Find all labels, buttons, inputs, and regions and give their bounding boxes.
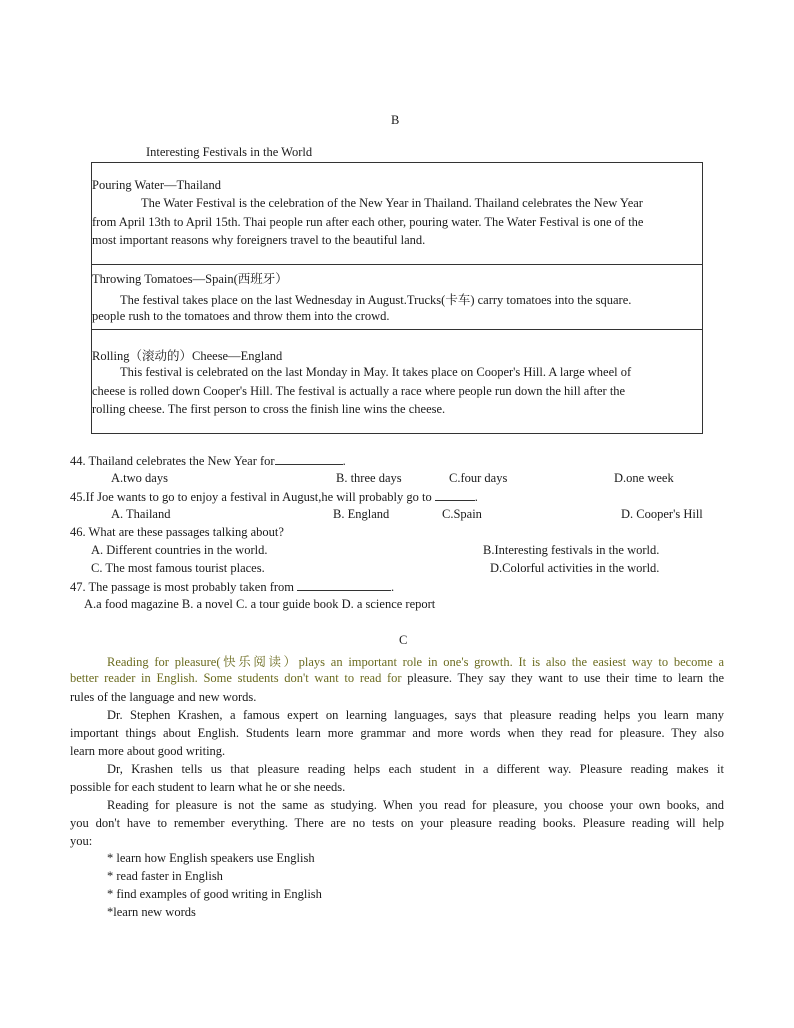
table-title: Interesting Festivals in the World	[146, 145, 313, 159]
festival-text-line: most important reasons why foreigners travel to the beautiful land.	[92, 233, 426, 247]
option-b: B.Interesting festivals in the world.	[483, 543, 660, 557]
paragraph-3-line: possible for each student to learn what he or she needs.	[70, 780, 346, 794]
festival-text-line: The Water Festival is the celebration of the New Year in Thailand. Thailand celebrates the New Year	[141, 196, 643, 210]
option-a: A. Different countries in the world.	[91, 543, 268, 557]
question-end: .	[474, 490, 478, 504]
option-c: C. The most famous tourist places.	[91, 561, 265, 575]
festival-title: Throwing Tomatoes—Spain(西班牙）	[92, 272, 288, 286]
question-stem: 47. The passage is most probably taken from	[70, 580, 295, 594]
bullet-item: * learn how English speakers use English	[107, 851, 315, 865]
option-b: B. three days	[336, 471, 402, 485]
option-d: D.Colorful activities in the world.	[490, 561, 660, 575]
bullet-item: *learn new words	[107, 905, 196, 919]
question-44	[70, 453, 346, 469]
options-line: A.a food magazine B. a novel C. a tour guide book D. a science report	[84, 597, 436, 611]
question-46: 46. What are these passages talking about?	[70, 525, 284, 539]
festival-text-line: cheese is rolled down Cooper's Hill. The festival is actually a race where people run down the hill after the	[92, 384, 626, 398]
question-stem: 45.If Joe wants to go to enjoy a festival in August,he will probably go to	[70, 490, 432, 504]
option-c: C.Spain	[442, 507, 482, 521]
festival-row	[92, 264, 702, 330]
answer-blank[interactable]	[275, 453, 343, 465]
festival-text-line: This festival is celebrated on the last Monday in May. It takes place on Cooper's Hill. A large wheel of	[120, 365, 632, 379]
paragraph-2-line: important things about English. Students learn more grammar and more words when they read for pleasure. They also	[70, 726, 724, 740]
paragraph-4-line: Reading for pleasure is not the same as studying. When you read for pleasure, you choose your own books, and	[107, 798, 724, 812]
answer-blank[interactable]	[435, 489, 475, 501]
festival-text-line: rolling cheese. The first person to cross the finish line wins the cheese.	[92, 402, 446, 416]
festival-text-line: The festival takes place on the last Wednesday in August.Trucks(卡车) carry tomatoes into the square.	[120, 293, 632, 307]
question-47	[70, 579, 394, 595]
festivals-table	[91, 162, 703, 434]
option-d: D. Cooper's Hill	[621, 507, 703, 521]
plain-text: pleasure. They say they want to use their time to learn the	[401, 671, 724, 685]
paragraph-1-line	[70, 671, 724, 686]
question-end: .	[342, 454, 346, 468]
option-a: A.two days	[111, 471, 168, 485]
paragraph-4-line: you don't have to remember everything. There are no tests on your pleasure reading books. Pleasure reading will help	[70, 816, 724, 830]
bullet-item: * find examples of good writing in English	[107, 887, 322, 901]
option-a: A. Thailand	[111, 507, 171, 521]
festival-text-line: people rush to the tomatoes and throw them into the crowd.	[92, 309, 390, 323]
option-d: D.one week	[614, 471, 674, 485]
festival-row	[92, 329, 702, 434]
paragraph-3-line: Dr, Krashen tells us that pleasure reading helps each student in a different way. Pleasure reading makes it	[107, 762, 724, 776]
question-end: .	[391, 580, 395, 594]
option-b: B. England	[333, 507, 390, 521]
festival-title: Pouring Water—Thailand	[92, 178, 221, 192]
festival-text-line: from April 13th to April 15th. Thai people run after each other, pouring water. The Water Festival is one of the	[92, 215, 644, 229]
section-c-heading: C	[399, 633, 408, 647]
question-45	[70, 489, 478, 505]
festival-title: Rolling（滚动的）Cheese—England	[92, 349, 283, 363]
question-stem: 44. Thailand celebrates the New Year for	[70, 454, 275, 468]
paragraph-1-line: rules of the language and new words.	[70, 690, 257, 704]
paragraph-2-line: Dr. Stephen Krashen, a famous expert on learning languages, says that pleasure reading helps you learn many	[107, 708, 724, 722]
answer-blank[interactable]	[297, 579, 391, 591]
paragraph-4-line: you:	[70, 834, 93, 848]
olive-text: better reader in English. Some students don't want to read for	[70, 671, 402, 685]
section-b-heading: B	[391, 113, 400, 127]
festival-row	[92, 163, 702, 264]
paragraph-1-line: Reading for pleasure(快乐阅读）plays an important role in one's growth. It is also the easiest way to become a	[107, 655, 724, 669]
paragraph-2-line: learn more about good writing.	[70, 744, 226, 758]
bullet-item: * read faster in English	[107, 869, 223, 883]
option-c: C.four days	[449, 471, 508, 485]
